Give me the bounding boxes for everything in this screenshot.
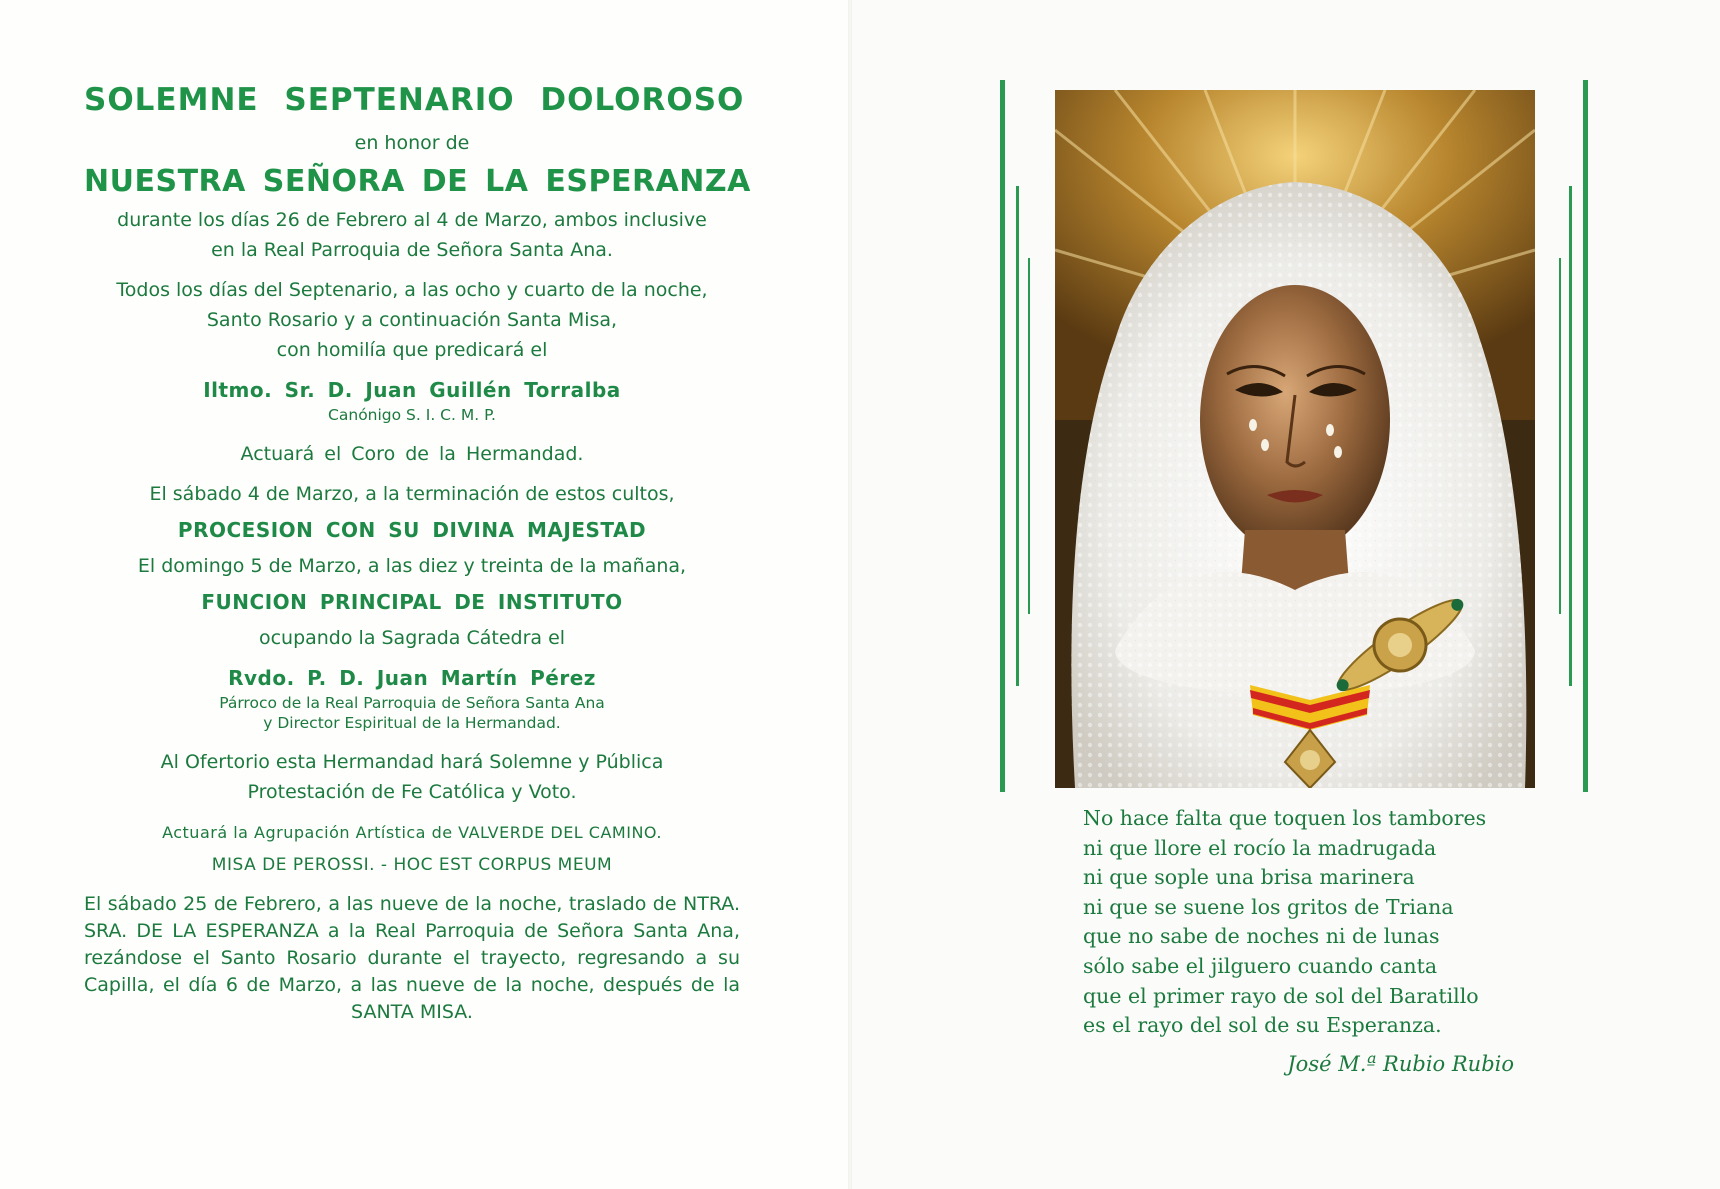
priest-title-1: Párroco de la Real Parroquia de Señora Santa Ana <box>219 694 605 712</box>
border-rule-right-outer <box>1583 80 1588 792</box>
function-heading: FUNCION PRINCIPAL DE INSTITUTO <box>201 590 623 614</box>
border-rule-left-inner <box>1028 258 1030 614</box>
saturday-line: El sábado 4 de Marzo, a la terminación de estos cultos, <box>149 483 675 505</box>
sunday-line: El domingo 5 de Marzo, a las diez y treinta de la mañana, <box>137 555 687 577</box>
event-subtitle: NUESTRA SEÑORA DE LA ESPERANZA <box>84 164 751 199</box>
poem-line: No hace falta que toquen los tambores <box>1083 806 1487 830</box>
page-fold <box>848 0 852 1189</box>
daily-line-3: con homilía que predicará el <box>276 339 548 361</box>
preacher-title: Canónigo S. I. C. M. P. <box>328 406 496 424</box>
poem-line: sólo sabe el jilguero cuando canta <box>1083 953 1438 978</box>
poem-author: José M.ª Rubio Rubio <box>1287 1052 1514 1076</box>
dates-line-2: en la Real Parroquia de Señora Santa Ana. <box>211 239 613 261</box>
misa-text: MISA DE PEROSSI. - HOC EST CORPUS MEUM <box>211 855 613 875</box>
program-text <box>84 82 751 1026</box>
virgin-photo <box>1055 90 1535 788</box>
offertory-line-1: Al Ofertorio esta Hermandad hará Solemne y Pública <box>160 751 664 773</box>
border-rule-left-middle <box>1016 186 1019 686</box>
poem-line: ni que sople una brisa marinera <box>1083 865 1415 890</box>
priest-name: Rvdo. P. D. Juan Martín Pérez <box>228 666 596 690</box>
en-honor-text: en honor de <box>354 132 470 154</box>
poem <box>1083 804 1523 1041</box>
poem-line: es el rayo del sol de su Esperanza. <box>1083 1013 1442 1038</box>
poem-line: que no sabe de noches ni de lunas <box>1083 924 1440 949</box>
daily-line-2: Santo Rosario y a continuación Santa Misa, <box>206 309 618 331</box>
offertory-line-2: Protestación de Fe Católica y Voto. <box>247 781 577 803</box>
event-title: SOLEMNE SEPTENARIO DOLOROSO <box>84 82 745 118</box>
border-rule-right-inner <box>1559 258 1561 614</box>
procession-heading: PROCESION CON SU DIVINA MAJESTAD <box>177 518 647 542</box>
cathedra-text: ocupando la Sagrada Cátedra el <box>258 627 566 649</box>
choir-text: Actuará el Coro de la Hermandad. <box>240 443 584 465</box>
transfer-paragraph: El sábado 25 de Febrero, a las nueve de la noche, traslado de NTRA. SRA. DE LA ESPERANZA a la Real Parroquia de Señora Santa Ana, rezándose el Santo Rosario durante el trayecto, regresando a su Capilla, el día 6 de Marzo, a las nueve de la noche, después de la SANTA MISA. <box>84 893 740 1023</box>
poem-line: que el primer rayo de sol del Baratillo <box>1083 983 1479 1008</box>
border-rule-right-middle <box>1569 186 1572 686</box>
priest-title-2: y Director Espiritual de la Hermandad. <box>263 714 561 732</box>
poem-line: ni que llore el rocío la madrugada <box>1083 835 1437 860</box>
preacher-name: Iltmo. Sr. D. Juan Guillén Torralba <box>203 378 621 402</box>
dates-line-1: durante los días 26 de Febrero al 4 de Marzo, ambos inclusive <box>117 209 707 231</box>
poem-line: ni que se suene los gritos de Triana <box>1083 894 1454 919</box>
agrupacion-text: Actuará la Agrupación Artística de VALVERDE DEL CAMINO. <box>162 823 662 842</box>
border-rule-left-outer <box>1000 80 1005 792</box>
daily-line-1: Todos los días del Septenario, a las ocho y cuarto de la noche, <box>116 279 708 301</box>
